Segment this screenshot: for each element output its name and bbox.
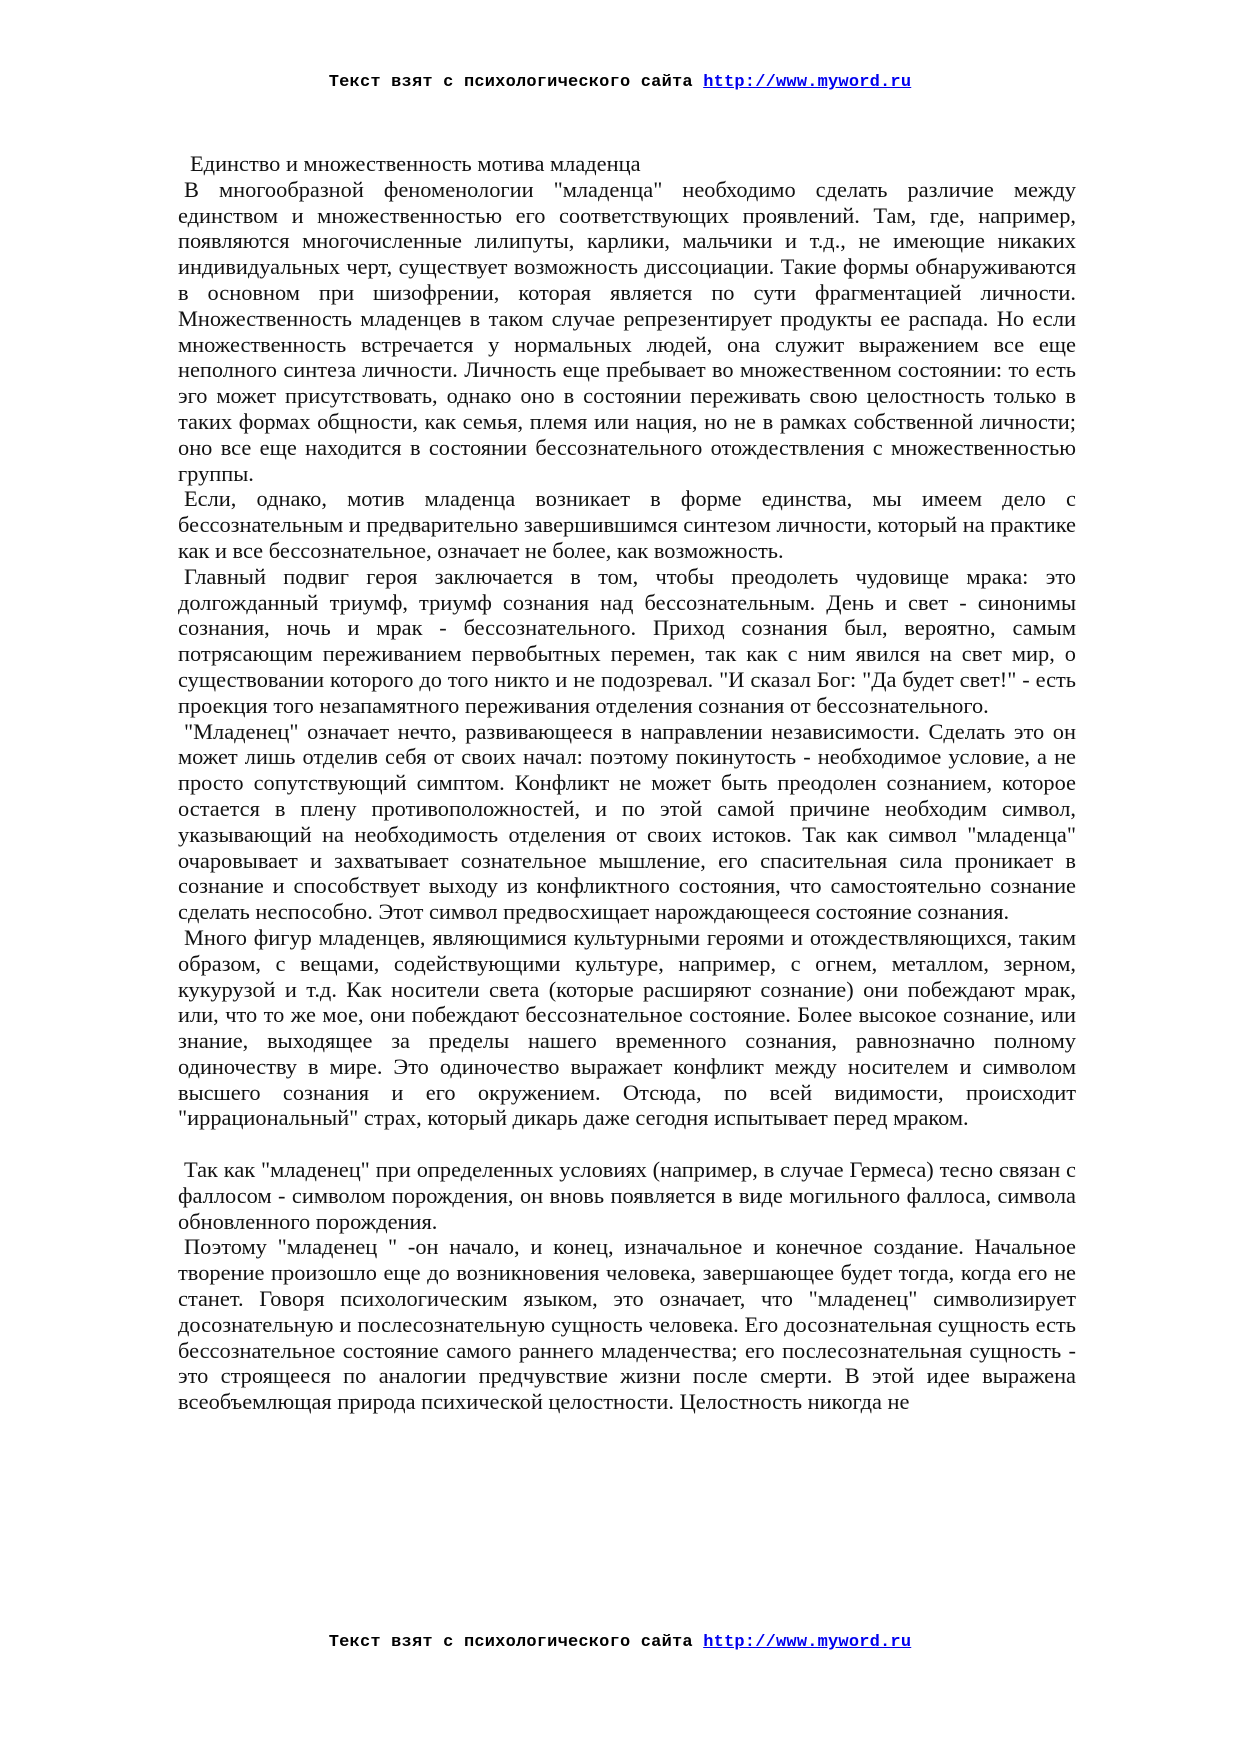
document-body	[178, 151, 1076, 1415]
paragraph: Если, однако, мотив младенца возникает в форме единства, мы имеем дело с бессознательным и предварительно завершившимся синтезом личности, который на практике как и все бессознательное, означает не более, как возможность.	[178, 486, 1076, 563]
paragraph: Так как "младенец" при определенных условиях (например, в случае Гермеса) тесно связан с фаллосом - символом порождения, он вновь появляется в виде могильного фаллоса, символа обновленного порождения.	[178, 1157, 1076, 1234]
paragraph: "Младенец" означает нечто, развивающееся в направлении независимости. Сделать это он может лишь отделив себя от своих начал: поэтому покинутость - необходимое условие, а не просто сопутствующий симптом. Конфликт не может быть преодолен сознанием, которое остается в плену противоположностей, и по этой самой причине необходим символ, указывающий на необходимость отделения от своих истоков. Так как символ "младенца" очаровывает и захватывает сознательное мышление, его спасительная сила проникает в сознание и способствует выходу из конфликтного состояния, что самостоятельно сознание сделать неспособно. Этот символ предвосхищает нарождающееся состояние сознания.	[178, 718, 1076, 925]
paragraph: Главный подвиг героя заключается в том, чтобы преодолеть чудовище мрака: это долгожданный триумф, триумф сознания над бессознательным. День и свет - синонимы сознания, ночь и мрак - бессознательного. Приход сознания был, вероятно, самым потрясающим переживанием первобытных перемен, так как с ним явился на свет мир, о существовании которого до того никто и не подозревал. "И сказал Бог: "Да будет свет!" - есть проекция того незапамятного переживания отделения сознания от бессознательного.	[178, 563, 1076, 718]
paragraph: Много фигур младенцев, являющимися культурными героями и отождествляющихся, таким образом, с вещами, содействующими культуре, например, с огнем, металлом, зерном, кукурузой и т.д. Как носители света (которые расширяют сознание) они побеждают мрак, или, что то же мое, они побеждают бессознательное состояние. Более высокое сознание, или знание, выходящее за пределы нашего временного сознания, равнозначно полному одиночеству в мире. Это одиночество выражает конфликт между носителем и символом высшего сознания и его окружением. Отсюда, по всей видимости, происходит "иррациональный" страх, который дикарь даже сегодня испытывает перед мраком.	[178, 924, 1076, 1131]
document-title: Единство и множественность мотива младенца	[190, 151, 641, 176]
paragraph: Поэтому "младенец " -он начало, и конец, изначальное и конечное создание. Начальное творение произошло еще до возникновения человека, завершающее будет тогда, когда его не станет. Говоря психологическим языком, это означает, что "младенец" символизирует досознательную и послесознательную сущность человека. Его досознательная сущность есть бессознательное состояние самого раннего младенчества; его послесознательная сущность - это строящееся по аналогии предчувствие жизни после смерти. В этой идее выражена всеобъемлющая природа психической целостности. Целостность никогда не	[178, 1234, 1076, 1415]
footer-text: Текст взят с психологического сайта	[328, 1633, 693, 1652]
page-footer	[0, 1633, 1240, 1652]
page-header	[0, 73, 1240, 92]
header-text: Текст взят с психологического сайта	[328, 73, 693, 92]
footer-link[interactable]: http://www.myword.ru	[703, 1633, 912, 1652]
paragraph: В многообразной феноменологии "младенца" необходимо сделать различие между единством и множественностью его соответствующих проявлений. Там, где, например, появляются многочисленные лилипуты, карлики, мальчики и т.д., не имеющие никаких индивидуальных черт, существует возможность диссоциации. Такие формы обнаруживаются в основном при шизофрении, которая является по сути фрагментацией личности. Множественность младенцев в таком случае репрезентирует продукты ее распада. Но если множественность встречается у нормальных людей, она служит выражением все еще неполного синтеза личности. Личность еще пребывает во множественном состоянии: то есть эго может присутствовать, однако оно в состоянии переживать свою целостность только в таких формах общности, как семья, племя или нация, но не в рамках собственной личности; оно все еще находится в состоянии бессознательного отождествления с множественностью группы.	[178, 176, 1076, 486]
blank-line	[178, 1131, 1076, 1157]
header-link[interactable]: http://www.myword.ru	[703, 73, 912, 92]
